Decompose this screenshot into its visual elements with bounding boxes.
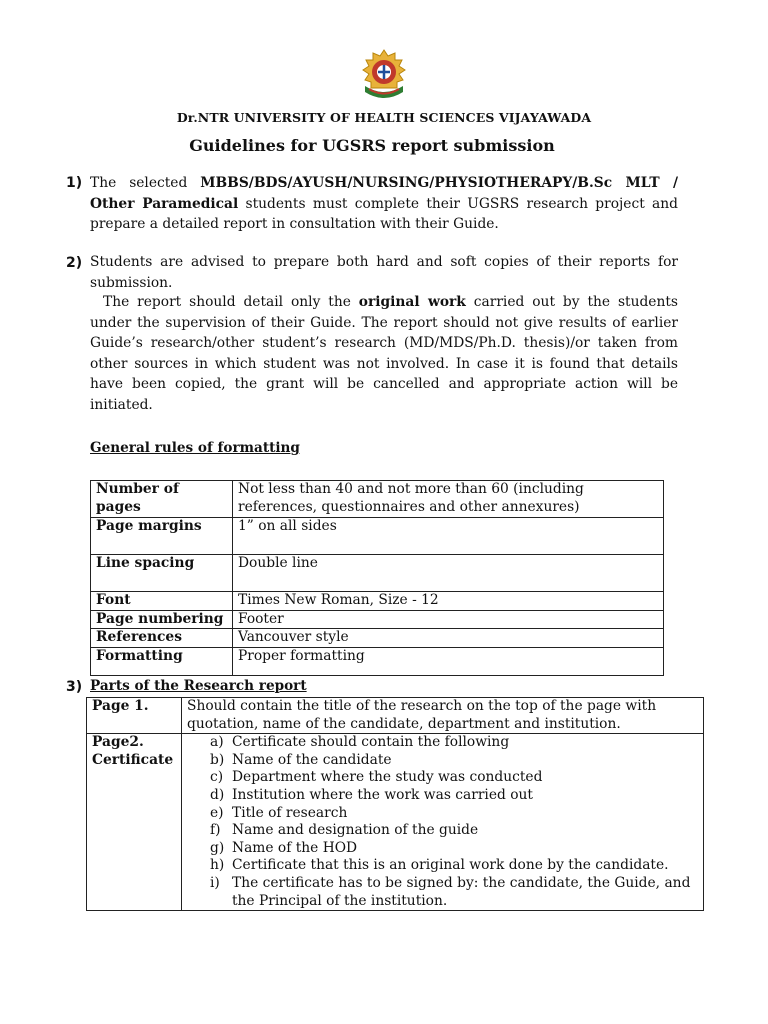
list-item bbox=[187, 875, 698, 910]
section-1-post: students must complete their UGSRS research project and prepare a detailed report in consultation with their Guide. bbox=[90, 195, 678, 233]
list-marker: i) bbox=[210, 874, 220, 891]
table-row bbox=[87, 698, 704, 734]
row-value: Not less than 40 and not more than 60 (including references, questionnaires and other annexures) bbox=[233, 481, 664, 518]
section-2-p2-post: carried out by the students under the supervision of their Guide. The report should not give results of earlier Guide’s research/other student’s research (MD/MDS/Ph.D. thesis)/or taken from other sources in which student was not involved. In case it is found that details have been copied, the grant will be cancelled and appropriate action will be initiated. bbox=[90, 294, 678, 413]
list-text: Institution where the work was carried out bbox=[232, 786, 533, 803]
row-value: Footer bbox=[233, 610, 664, 629]
list-item bbox=[187, 857, 698, 875]
table-row bbox=[91, 555, 664, 592]
page1-label: Page 1. bbox=[87, 698, 182, 734]
section-1-number: 1) bbox=[66, 175, 83, 191]
section-2-original-work: original work bbox=[358, 294, 466, 310]
row-label: Line spacing bbox=[91, 555, 233, 592]
list-marker: h) bbox=[210, 857, 225, 874]
section-2-line1: Students are advised to prepare both hard and soft copies of their reports for submission. bbox=[90, 254, 678, 291]
university-name: Dr.NTR UNIVERSITY OF HEALTH SCIENCES VIJAYAWADA bbox=[176, 110, 592, 125]
parts-table bbox=[86, 697, 704, 911]
certificate-list bbox=[187, 734, 698, 910]
parts-heading: Parts of the Research report bbox=[90, 678, 307, 694]
section-1-pre: The selected bbox=[90, 175, 201, 191]
list-marker: g) bbox=[210, 839, 225, 856]
table-row bbox=[91, 518, 664, 555]
row-value: Proper formatting bbox=[233, 647, 664, 675]
list-text: Name and designation of the guide bbox=[232, 822, 479, 839]
section-2-paragraph bbox=[90, 292, 678, 416]
row-value: Vancouver style bbox=[233, 629, 664, 648]
section-3-number: 3) bbox=[66, 679, 83, 695]
table-row bbox=[91, 481, 664, 518]
list-item bbox=[187, 734, 698, 752]
row-value: Double line bbox=[233, 555, 664, 592]
list-text: Certificate that this is an original work done by the candidate. bbox=[232, 857, 669, 874]
list-item bbox=[187, 787, 698, 805]
list-text: Name of the candidate bbox=[232, 751, 392, 768]
list-item bbox=[187, 805, 698, 823]
row-value: 1” on all sides bbox=[233, 518, 664, 555]
list-text: Certificate should contain the following bbox=[232, 734, 510, 751]
list-item bbox=[187, 840, 698, 858]
document-title: Guidelines for UGSRS report submission bbox=[189, 136, 555, 155]
row-label: References bbox=[91, 629, 233, 648]
row-label: Page numbering bbox=[91, 610, 233, 629]
table-row bbox=[91, 629, 664, 648]
university-logo bbox=[357, 48, 411, 104]
formatting-table bbox=[90, 480, 664, 676]
formatting-heading: General rules of formatting bbox=[90, 440, 300, 456]
section-2-p2-pre: The report should detail only the bbox=[103, 294, 359, 310]
table-row bbox=[91, 592, 664, 611]
row-label: Formatting bbox=[91, 647, 233, 675]
table-row bbox=[87, 734, 704, 911]
page1-value: Should contain the title of the research on the top of the page with quotation, name of the candidate, department and institution. bbox=[182, 698, 704, 734]
list-text: Title of research bbox=[232, 804, 348, 821]
list-marker: a) bbox=[210, 734, 224, 751]
list-item bbox=[187, 769, 698, 787]
list-text: Name of the HOD bbox=[232, 839, 358, 856]
list-text: Department where the study was conducted bbox=[232, 769, 543, 786]
section-1-text bbox=[90, 173, 678, 235]
section-2-number: 2) bbox=[66, 255, 83, 271]
section-1-programs: MBBS/BDS/AYUSH/NURSING/PHYSIOTHERAPY/B.Sc MLT / Other Paramedical bbox=[90, 175, 678, 212]
list-marker: d) bbox=[210, 786, 225, 803]
table-row bbox=[91, 647, 664, 675]
page2-value bbox=[182, 734, 704, 911]
list-item bbox=[187, 752, 698, 770]
list-marker: b) bbox=[210, 751, 225, 768]
row-label: Page margins bbox=[91, 518, 233, 555]
list-text: The certificate has to be signed by: the candidate, the Guide, and the Principal of the institution. bbox=[232, 874, 691, 909]
row-label: Number of pages bbox=[91, 481, 233, 518]
page2-label: Page2. Certificate bbox=[87, 734, 182, 911]
list-marker: f) bbox=[210, 822, 221, 839]
list-item bbox=[187, 822, 698, 840]
list-marker: e) bbox=[210, 804, 224, 821]
row-label: Font bbox=[91, 592, 233, 611]
table-row bbox=[91, 610, 664, 629]
list-marker: c) bbox=[210, 769, 224, 786]
row-value: Times New Roman, Size - 12 bbox=[233, 592, 664, 611]
